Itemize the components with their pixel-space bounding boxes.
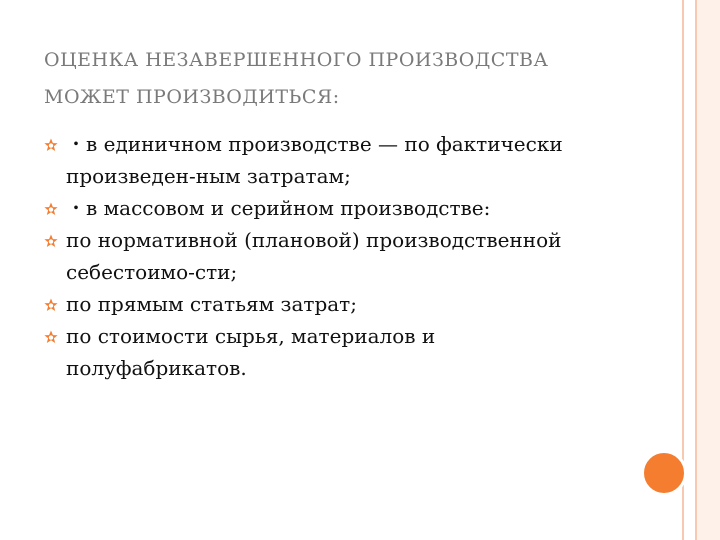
list-item-line: по стоимости сырья, материалов и	[66, 324, 436, 348]
right-border-line	[695, 0, 697, 540]
list-item-line: по прямым статьям затрат;	[66, 292, 357, 316]
list-item	[44, 128, 644, 192]
list-item-line: полуфабрикатов.	[66, 356, 247, 380]
list-item	[44, 288, 644, 320]
right-border-stripe	[697, 0, 720, 540]
bullet-list	[44, 128, 644, 384]
list-item	[44, 224, 644, 288]
list-item	[44, 192, 644, 224]
orange-star-bullet-icon	[44, 234, 58, 248]
list-item-line: ・в единичном производстве — по фактически	[66, 132, 563, 156]
orange-circle-decoration	[641, 450, 687, 496]
title-line-2: МОЖЕТ ПРОИЗВОДИТЬСЯ:	[44, 86, 340, 108]
list-item-line: по нормативной (плановой) производственной	[66, 228, 562, 252]
list-item-line: ・в массовом и серийном производстве:	[66, 196, 491, 220]
list-item	[44, 320, 644, 384]
orange-star-bullet-icon	[44, 202, 58, 216]
slide-title	[44, 42, 664, 116]
list-item-line: произведен-ным затратам;	[66, 164, 351, 188]
orange-star-bullet-icon	[44, 330, 58, 344]
orange-star-bullet-icon	[44, 138, 58, 152]
title-line-1: ОЦЕНКА НЕЗАВЕРШЕННОГО ПРОИЗВОДСТВА	[44, 49, 549, 71]
orange-star-bullet-icon	[44, 298, 58, 312]
list-item-line: себестоимо-сти;	[66, 260, 238, 284]
